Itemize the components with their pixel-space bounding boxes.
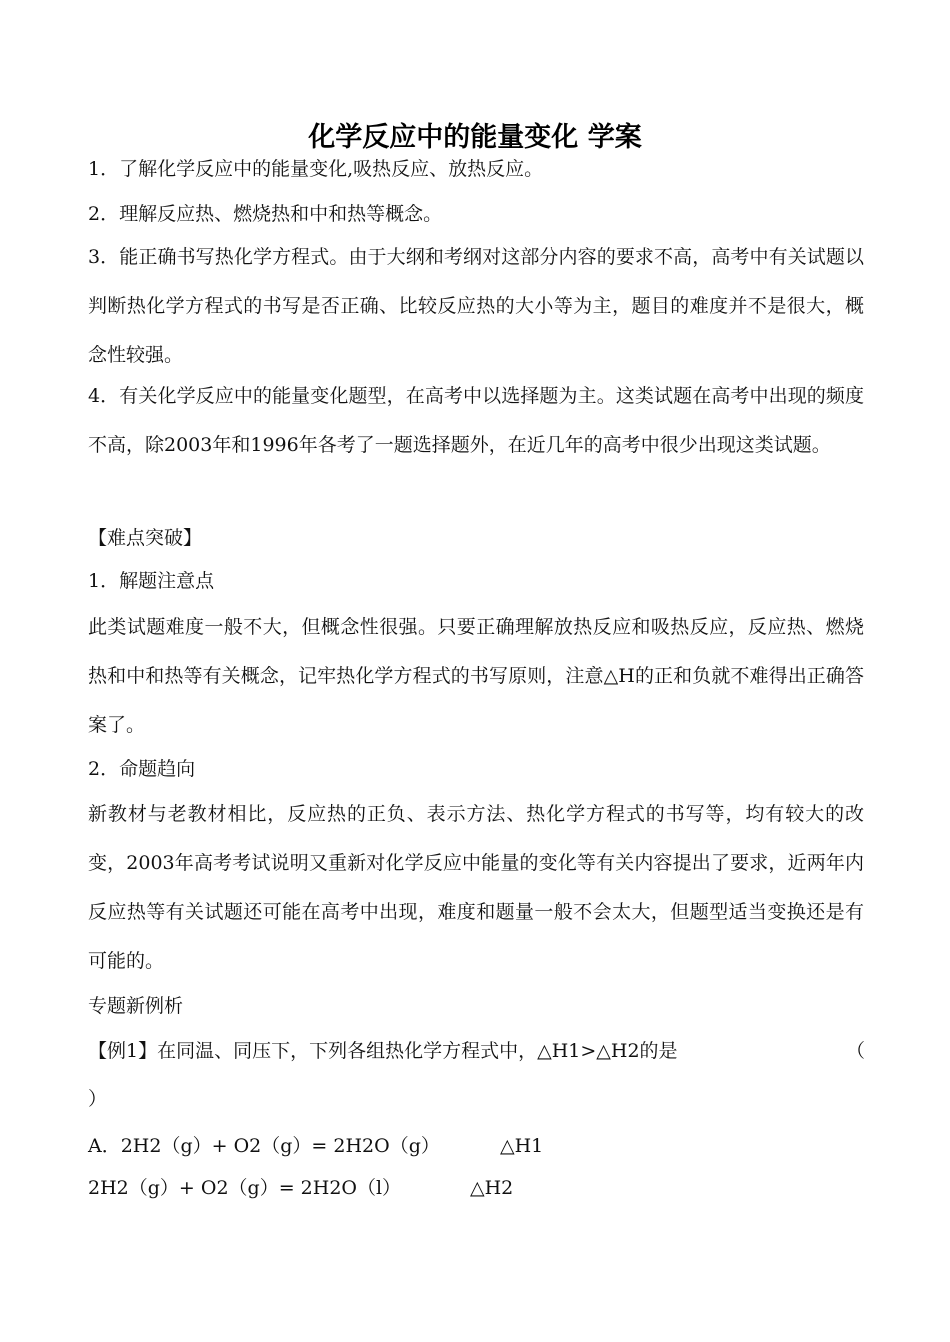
subsection-heading-notes: 1．解题注意点 — [88, 570, 215, 592]
example-1-stem: 【例1】在同温、同压下，下列各组热化学方程式中，△H1>△H2的是 — [88, 1040, 678, 1062]
option-a-delta-h1: △H1 — [500, 1135, 544, 1157]
answer-paren-open: （ — [846, 1040, 866, 1062]
objective-3: 3．能正确书写热化学方程式。由于大纲和考纲对这部分内容的要求不高，高考中有关试题以判断热化学方程式的书写是否正确、比较反应热的大小等为主，题目的难度并不是很大，概念性较强。 — [88, 246, 864, 366]
option-a-equation-2: 2H2（g）+ O2（g）= 2H2O（l） — [88, 1177, 402, 1199]
trend-paragraph: 新教材与老教材相比，反应热的正负、表示方法、热化学方程式的书写等，均有较大的改变，2003年高考考试说明又重新对化学反应中能量的变化等有关内容提出了要求，近两年内反应热等有关试题还可能在高考中出现，难度和题量一般不会太大，但题型适当变换还是有可能的。 — [88, 803, 864, 972]
objective-2: 2．理解反应热、燃烧热和中和热等概念。 — [88, 203, 443, 225]
objective-4: 4．有关化学反应中的能量变化题型，在高考中以选择题为主。这类试题在高考中出现的频度不高，除2003年和1996年各考了一题选择题外，在近几年的高考中很少出现这类试题。 — [88, 385, 864, 456]
notes-paragraph: 此类试题难度一般不大，但概念性很强。只要正确理解放热反应和吸热反应，反应热、燃烧热和中和热等有关概念，记牢热化学方程式的书写原则，注意△H的正和负就不难得出正确答案了。 — [88, 616, 864, 736]
page-title: 化学反应中的能量变化 学案 — [308, 122, 642, 153]
answer-paren-close: ） — [88, 1088, 108, 1110]
option-a-delta-h2: △H2 — [470, 1177, 514, 1199]
subsection-heading-trend: 2．命题趋向 — [88, 758, 196, 780]
objective-1: 1．了解化学反应中的能量变化,吸热反应、放热反应。 — [88, 158, 544, 180]
option-a-equation-1: A．2H2（g）+ O2（g）= 2H2O（g） — [88, 1135, 440, 1157]
section-heading-examples: 专题新例析 — [88, 995, 184, 1017]
section-heading-difficulty: 【难点突破】 — [88, 527, 203, 549]
